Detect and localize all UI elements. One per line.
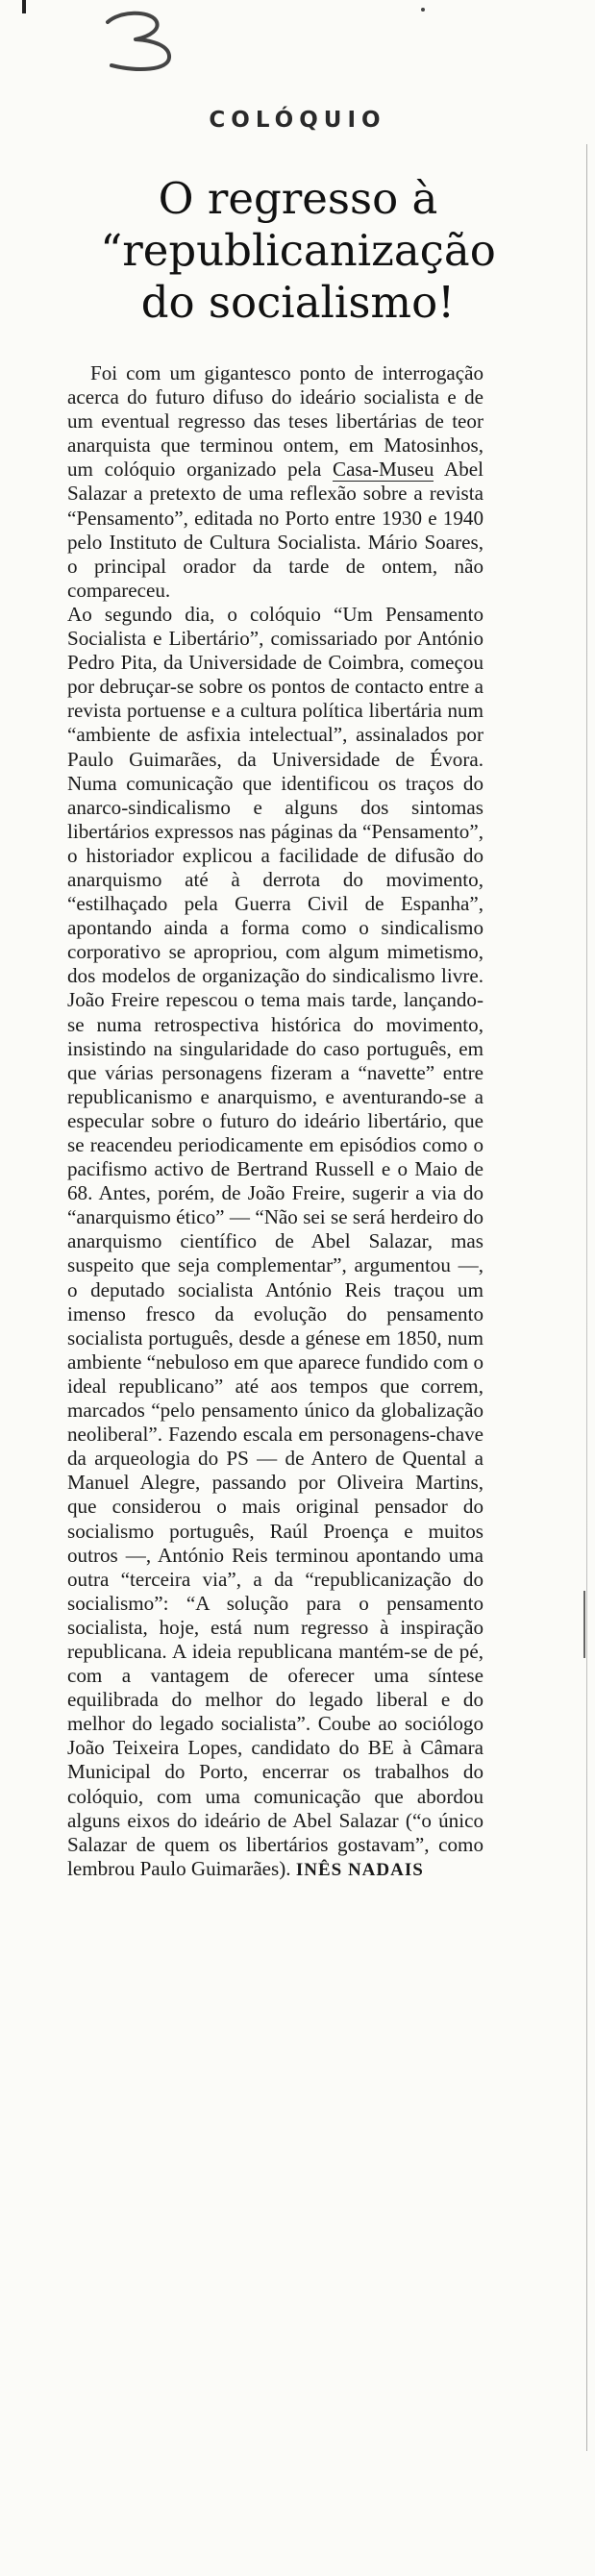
casa-museu-text: Casa-Museu xyxy=(333,458,434,482)
article-paragraph-2 xyxy=(67,603,483,1882)
top-ink-stroke xyxy=(22,0,26,13)
section-label: COLÓQUIO xyxy=(209,108,386,133)
article-body xyxy=(67,361,483,1882)
right-edge-mark xyxy=(583,1591,585,1658)
author-byline: INÊS NADAIS xyxy=(295,1859,424,1880)
ink-dot xyxy=(421,8,425,12)
article-paragraph-1 xyxy=(67,361,483,603)
headline-line-2: “republicanização xyxy=(100,225,496,276)
paragraph-1-second-part: Abel Salazar a pretexto de uma reflexão sobre a revista “Pensamento”, editada no Porto entre 1930 e 1940 pelo Instituto de Cultura Socialista. Mário Soares, o principal orador da tarde de ontem, não compareceu. xyxy=(67,458,483,602)
headline-line-1: O regresso à xyxy=(158,173,438,224)
right-page-rule xyxy=(586,144,587,2451)
headline xyxy=(67,173,529,329)
paragraph-1-first-part: Foi com um gigantesco ponto de interrogação acerca do futuro difuso do ideário socialista e de um eventual regresso das teses libertárias de teor anarquista que terminou ontem, em Matosinhos, um colóquio organizado pela xyxy=(67,361,483,482)
handwritten-page-number xyxy=(88,5,189,72)
headline-line-3: do socialismo! xyxy=(140,277,456,328)
paragraph-2-text: Ao segundo dia, o colóquio “Um Pensamento Socialista e Libertário”, comissariado por António Pedro Pita, da Universidade de Coimbra, começou por debruçar-se sobre os pontos de contacto entre a revista portuense e a cultura política libertária num “ambiente de asfixia intelectual”, assinalados por Paulo Guimarães, da Universidade de Évora. Numa comunicação que identificou os traços do anarco-sindicalismo e alguns dos sintomas libertários expressos nas páginas da “Pensamento”, o historiador explicou a facilidade de difusão do anarquismo até à derrota do movimento, “estilhaçado pela Guerra Civil de Espanha”, apontando ainda a forma como o sindicalismo corporativo se apropriou, com algum mimetismo, dos modelos de organização do sindicalismo livre. João Freire repescou o tema mais tarde, lançando-se numa retrospectiva histórica do movimento, insistindo na singularidade do caso português, em que várias personagens fizeram a “navette” entre republicanismo e anarquismo, e aventurando-se a especular sobre o futuro do ideário libertário, que se reacendeu periodicamente em episódios como o pacifismo activo de Bertrand Russell e o Maio de 68. Antes, porém, de João Freire, sugerir a via do “anarquismo ético” — “Não sei se será herdeiro do anarquismo científico de Abel Salazar, mas suspeito que seja complementar”, argumentou —, o deputado socialista António Reis traçou um imenso fresco da evolução do pensamento socialista português, desde a génese em 1850, num ambiente “nebuloso em que aparece fundido com o ideal republicano” até aos tempos que correm, marcados “pelo pensamento único da globalização neoliberal”. Fazendo escala em personagens-chave da arqueologia do PS — de Antero de Quental a Manuel Alegre, passando por Oliveira Martins, que considerou o mais original pensador do socialismo português, Raúl Proença e muitos outros —, António Reis terminou apontando uma outra “terceira via”, a da “republicanização do socialismo”: “A solução para o pensamento socialista, hoje, está num regresso à inspiração republicana. A ideia republicana mantém-se de pé, com a vantagem de oferecer uma síntese equilibrada do melhor do legado liberal e do melhor do legado socialista”. Coube ao sociólogo João Teixeira Lopes, candidato do BE à Câmara Municipal do Porto, encerrar os trabalhos do colóquio, com uma comunicação que abordou alguns eixos do ideário de Abel Salazar (“o único Salazar de quem os libertários gostavam”, como lembrou Paulo Guimarães). xyxy=(67,602,483,1880)
